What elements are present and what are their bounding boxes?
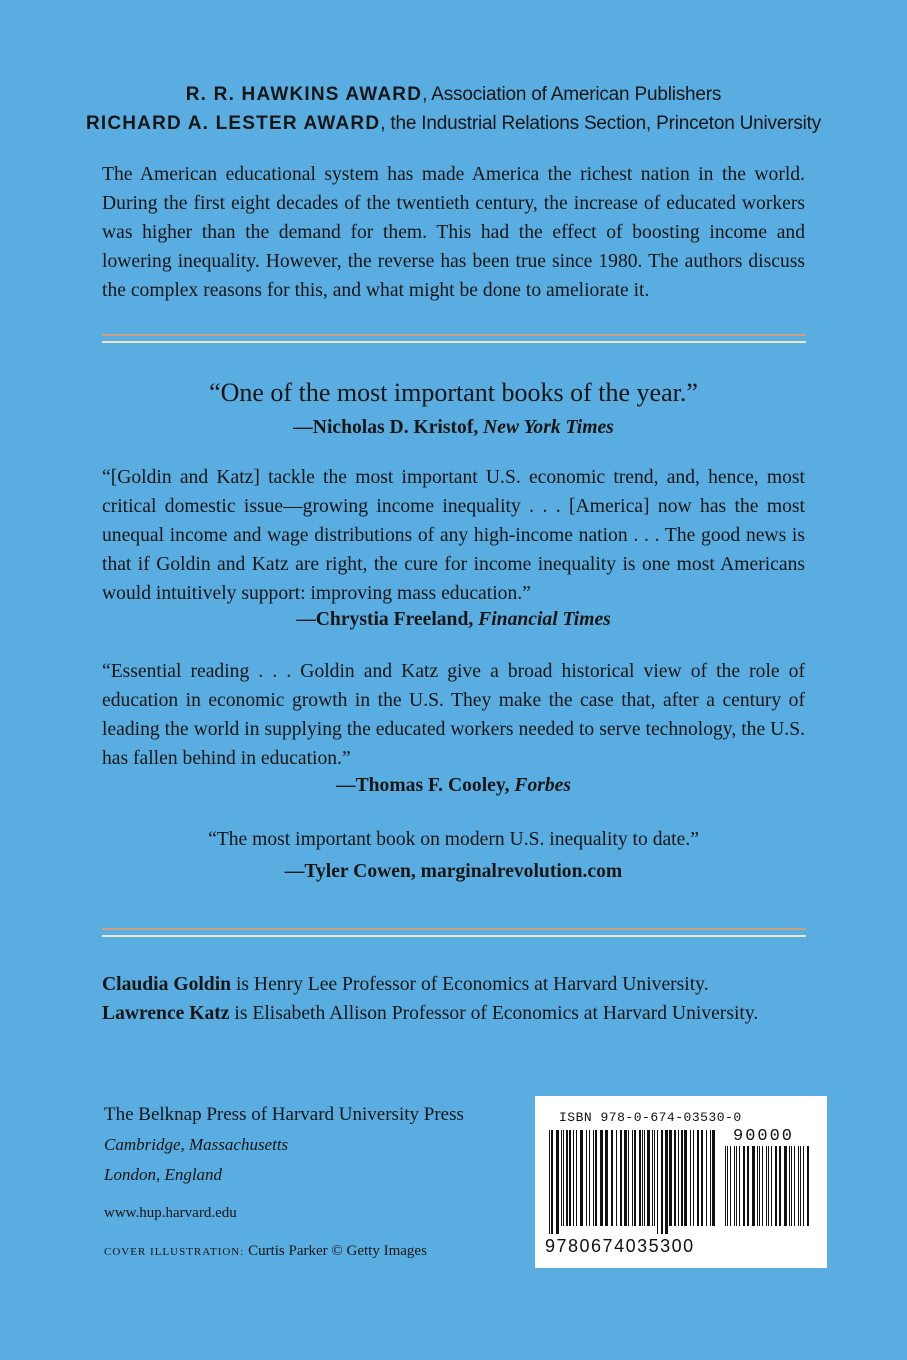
barcode-bar <box>693 1130 694 1226</box>
award-name: R. R. HAWKINS AWARD <box>185 84 423 105</box>
award-name: RICHARD A. LESTER AWARD <box>85 113 381 134</box>
barcode-bar <box>678 1130 679 1226</box>
award-hawkins <box>0 80 907 109</box>
barcode <box>535 1096 827 1268</box>
quote-cooley: “Essential reading . . . Goldin and Katz give a broad historical view of the role of education in economic growth in the U.S. They make the case that, after a century of leading the world in supplying the educated workers needed to serve technology, the U.S. has fallen behind in education.” <box>102 661 805 769</box>
barcode-bar <box>657 1130 658 1234</box>
bio-katz <box>102 999 822 1028</box>
barcode-bar <box>632 1130 633 1226</box>
barcode-bar <box>734 1146 735 1226</box>
barcode-bar <box>654 1130 655 1226</box>
barcode-bar <box>551 1130 553 1234</box>
credit-text: Curtis Parker © Getty Images <box>244 1243 427 1259</box>
credit-label: COVER ILLUSTRATION: <box>104 1246 245 1258</box>
divider-bottom <box>102 928 806 938</box>
barcode-bar <box>556 1130 559 1234</box>
barcode-bar <box>647 1130 650 1226</box>
author-name: Claudia Goldin <box>102 974 232 995</box>
barcode-bar <box>807 1146 809 1226</box>
cover-credit <box>104 1241 524 1262</box>
bio-goldin <box>102 970 822 999</box>
attribution-cooley <box>0 773 907 799</box>
barcode-bar <box>674 1130 676 1226</box>
barcode-bar <box>661 1130 663 1234</box>
barcode-bar <box>791 1146 792 1226</box>
barcode-bar <box>768 1146 769 1226</box>
barcode-bar <box>576 1130 577 1226</box>
barcode-bar <box>771 1146 772 1226</box>
barcode-bar <box>681 1130 683 1226</box>
barcode-bar <box>779 1146 781 1226</box>
barcode-bar <box>736 1146 737 1226</box>
barcode-bar <box>684 1130 687 1226</box>
book-description: The American educational system has made America the richest nation in the world. During the first eight decades of the twentieth century, the increase of educated workers was higher than the demand for them. This had the effect of boosting income and lowering inequality. However, the reverse has been true since 1980. The authors discuss the complex reasons for this, and what might be done to ameliorate it. <box>102 164 805 301</box>
attribution-freeland <box>0 607 907 633</box>
barcode-bar <box>605 1130 608 1226</box>
quote-freeland: “[Goldin and Katz] tackle the most important U.S. economic trend, and, hence, most critical domestic issue—growing income inequality . . . [America] now has the most unequal income and wage distributions of any high-income nation . . . The good news is that if Goldin and Katz are right, the cure for income inequality is one most Americans would intuitively support: improving mass education.” <box>102 467 805 604</box>
barcode-bar <box>789 1146 790 1226</box>
barcode-bar <box>628 1130 629 1226</box>
author-desc: is Henry Lee Professor of Economics at Harvard University. <box>231 974 709 995</box>
ean-digits: 9780674035300 <box>545 1236 695 1256</box>
barcode-bar <box>665 1130 668 1234</box>
publisher-block <box>104 1100 524 1262</box>
barcode-bar <box>634 1130 636 1226</box>
barcode-bar <box>743 1146 745 1226</box>
barcode-bar <box>766 1146 767 1226</box>
quote-source: New York Times <box>483 417 614 438</box>
barcode-bar <box>784 1146 787 1226</box>
barcode-bar <box>762 1146 763 1226</box>
barcode-bar <box>569 1130 571 1226</box>
quote-author: —Thomas F. Cooley, <box>336 775 515 796</box>
barcode-bar <box>563 1130 564 1226</box>
barcode-bar <box>669 1130 672 1226</box>
barcode-bar <box>620 1130 622 1226</box>
quote-source: Forbes <box>514 775 571 796</box>
barcode-bar <box>757 1146 758 1226</box>
barcode-bar <box>725 1146 726 1226</box>
publisher-name: The Belknap Press of Harvard University Press <box>104 1104 464 1125</box>
barcode-bar <box>600 1130 603 1226</box>
author-desc: is Elisabeth Allison Professor of Economics at Harvard University. <box>229 1003 759 1024</box>
attribution-kristof <box>0 415 907 441</box>
barcode-bar <box>595 1130 597 1226</box>
quote-kristof: “One of the most important books of the year.” <box>209 378 698 407</box>
barcode-bar <box>586 1130 587 1226</box>
author-name: Lawrence Katz <box>102 1003 230 1024</box>
quote-author: —Chrystia Freeland, <box>296 609 479 630</box>
barcode-bar <box>589 1130 590 1226</box>
quote-author: —Tyler Cowen, marginalrevolution.com <box>284 861 623 882</box>
barcode-bar <box>803 1146 804 1226</box>
addon-barcode-bars <box>725 1146 811 1234</box>
quote-cowen: “The most important book on modern U.S. inequality to date.” <box>208 829 699 850</box>
barcode-bar <box>561 1130 562 1226</box>
barcode-bar <box>727 1146 728 1226</box>
barcode-bar <box>624 1130 627 1226</box>
quote-source: Financial Times <box>478 609 611 630</box>
isbn-number: ISBN 978-0-674-03530-0 <box>559 1110 742 1125</box>
award-detail: , the Industrial Relations Section, Princeton University <box>380 113 822 134</box>
barcode-bar <box>730 1146 731 1226</box>
barcode-bar <box>775 1146 777 1226</box>
barcode-bar <box>712 1130 715 1226</box>
barcode-bar <box>697 1130 699 1226</box>
barcode-bar <box>800 1146 801 1226</box>
publisher-website: www.hup.harvard.edu <box>104 1205 237 1221</box>
author-bios <box>102 970 822 1028</box>
barcode-bar <box>798 1146 799 1226</box>
attribution-cowen <box>0 859 907 885</box>
barcode-bar <box>644 1130 645 1226</box>
barcode-bar <box>701 1130 703 1226</box>
barcode-bar <box>690 1130 691 1226</box>
barcode-bar <box>573 1130 574 1226</box>
barcode-bar <box>747 1146 749 1226</box>
award-lester <box>0 109 907 138</box>
ean-barcode-bars <box>549 1130 719 1234</box>
barcode-bar <box>611 1130 613 1226</box>
barcode-bar <box>759 1146 760 1226</box>
publisher-city: London, England <box>104 1165 223 1184</box>
barcode-bar <box>580 1130 583 1226</box>
quote-author: —Nicholas D. Kristof, <box>293 417 484 438</box>
divider-top <box>102 334 806 344</box>
award-detail: , Association of American Publishers <box>422 84 722 105</box>
publisher-city: Cambridge, Massachusetts <box>104 1135 289 1154</box>
barcode-bar <box>752 1146 755 1226</box>
barcode-bar <box>652 1130 653 1226</box>
barcode-bar <box>593 1130 594 1226</box>
barcode-bar <box>566 1130 568 1226</box>
price-code: 90000 <box>733 1127 795 1146</box>
barcode-bar <box>710 1130 711 1226</box>
barcode-bar <box>639 1130 641 1226</box>
barcode-bar <box>616 1130 617 1226</box>
barcode-bar <box>706 1130 707 1226</box>
barcode-bar <box>642 1130 643 1226</box>
awards-block <box>0 80 907 138</box>
barcode-bar <box>739 1146 740 1226</box>
barcode-bar <box>794 1146 795 1226</box>
barcode-bar <box>549 1130 550 1234</box>
